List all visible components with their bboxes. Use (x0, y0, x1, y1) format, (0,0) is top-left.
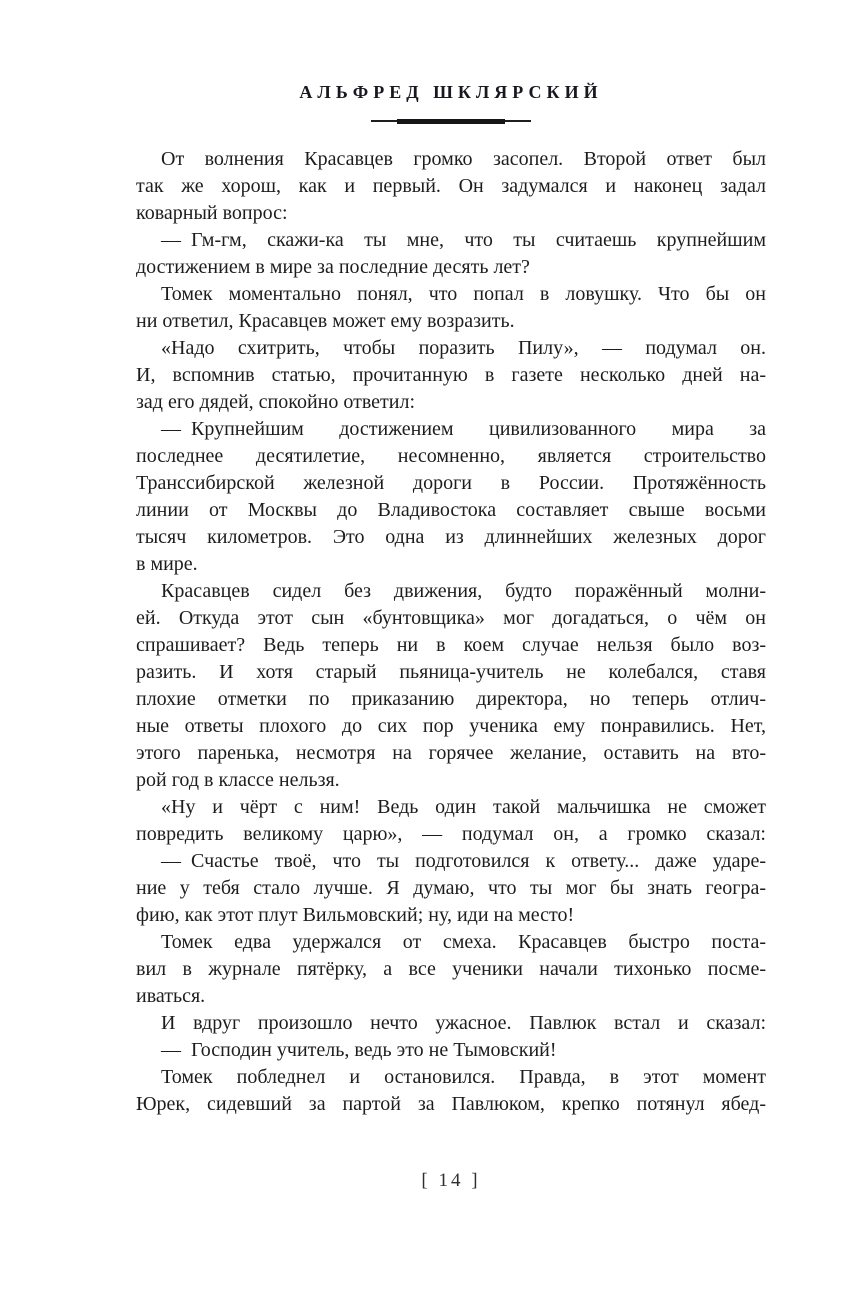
divider-ornament (136, 118, 766, 124)
text-line: Транссибирской железной дороги в России. Протяжённость (136, 472, 766, 494)
text-line: — Господин учитель, ведь это не Тымовский! (161, 1039, 557, 1061)
text-line: плохие отметки по приказанию директора, но теперь отлич- (136, 688, 766, 710)
author-header: АЛЬФРЕД ШКЛЯРСКИЙ (299, 82, 603, 102)
text-line: линии от Москвы до Владивостока составляет свыше восьми (136, 499, 766, 521)
text-line: повредить великому царю», — подумал он, а громко сказал: (136, 823, 766, 845)
text-line: Томек побледнел и остановился. Правда, в этот момент (161, 1066, 766, 1088)
text-line: последнее десятилетие, несомненно, является строительство (136, 445, 766, 467)
text-line: Томек моментально понял, что попал в ловушку. Что бы он (161, 283, 766, 305)
text-line: — Счастье твоё, что ты подготовился к ответу... даже ударе- (161, 850, 766, 872)
text-line: так же хорош, как и первый. Он задумался и наконец задал (136, 175, 766, 197)
text-line: «Ну и чёрт с ним! Ведь один такой мальчишка не сможет (161, 796, 766, 818)
text-line: «Надо схитрить, чтобы поразить Пилу», — подумал он. (161, 337, 766, 359)
divider-thick-rule (397, 119, 505, 124)
text-line: — Крупнейшим достижением цивилизованного мира за (161, 418, 766, 440)
text-line: ни ответил, Красавцев может ему возразить. (136, 310, 515, 332)
text-line: рой год в классе нельзя. (136, 769, 340, 791)
page-number: [ 14 ] (421, 1170, 481, 1191)
text-line: коварный вопрос: (136, 202, 288, 224)
text-line: иваться. (136, 985, 206, 1007)
text-line: зад его дядей, спокойно ответил: (136, 391, 416, 413)
text-line: спрашивает? Ведь теперь ни в коем случае нельзя было воз- (136, 634, 766, 656)
text-line: вил в журнале пятёрку, а все ученики начали тихонько посме- (136, 958, 766, 980)
text-line: ные ответы плохого до сих пор ученика ему понравились. Нет, (136, 715, 766, 737)
text-line: ей. Откуда этот сын «бунтовщика» мог догадаться, о чём он (136, 607, 766, 629)
text-line: Юрек, сидевший за партой за Павлюком, крепко потянул ябед- (136, 1093, 766, 1115)
body-text (136, 146, 766, 1118)
text-line: этого паренька, несмотря на горячее желание, оставить на вто- (136, 742, 766, 764)
text-line: разить. И хотя старый пьяница-учитель не колебался, ставя (136, 661, 766, 683)
text-line: И, вспомнив статью, прочитанную в газете несколько дней на- (136, 364, 766, 386)
text-line: И вдруг произошло нечто ужасное. Павлюк встал и сказал: (161, 1012, 766, 1034)
text-line: Красавцев сидел без движения, будто поражённый молни- (161, 580, 766, 602)
text-line: Томек едва удержался от смеха. Красавцев быстро поста- (161, 931, 766, 953)
text-line: достижением в мире за последние десять лет? (136, 256, 530, 278)
text-line: От волнения Красавцев громко засопел. Второй ответ был (161, 148, 766, 170)
text-line: тысяч километров. Это одна из длиннейших железных дорог (136, 526, 766, 548)
text-line: фию, как этот плут Вильмовский; ну, иди на место! (136, 904, 575, 926)
text-line: ние у тебя стало лучше. Я думаю, что ты мог бы знать геогра- (136, 877, 766, 899)
text-line: в мире. (136, 553, 198, 575)
text-line: — Гм-гм, скажи-ка ты мне, что ты считаешь крупнейшим (161, 229, 766, 251)
